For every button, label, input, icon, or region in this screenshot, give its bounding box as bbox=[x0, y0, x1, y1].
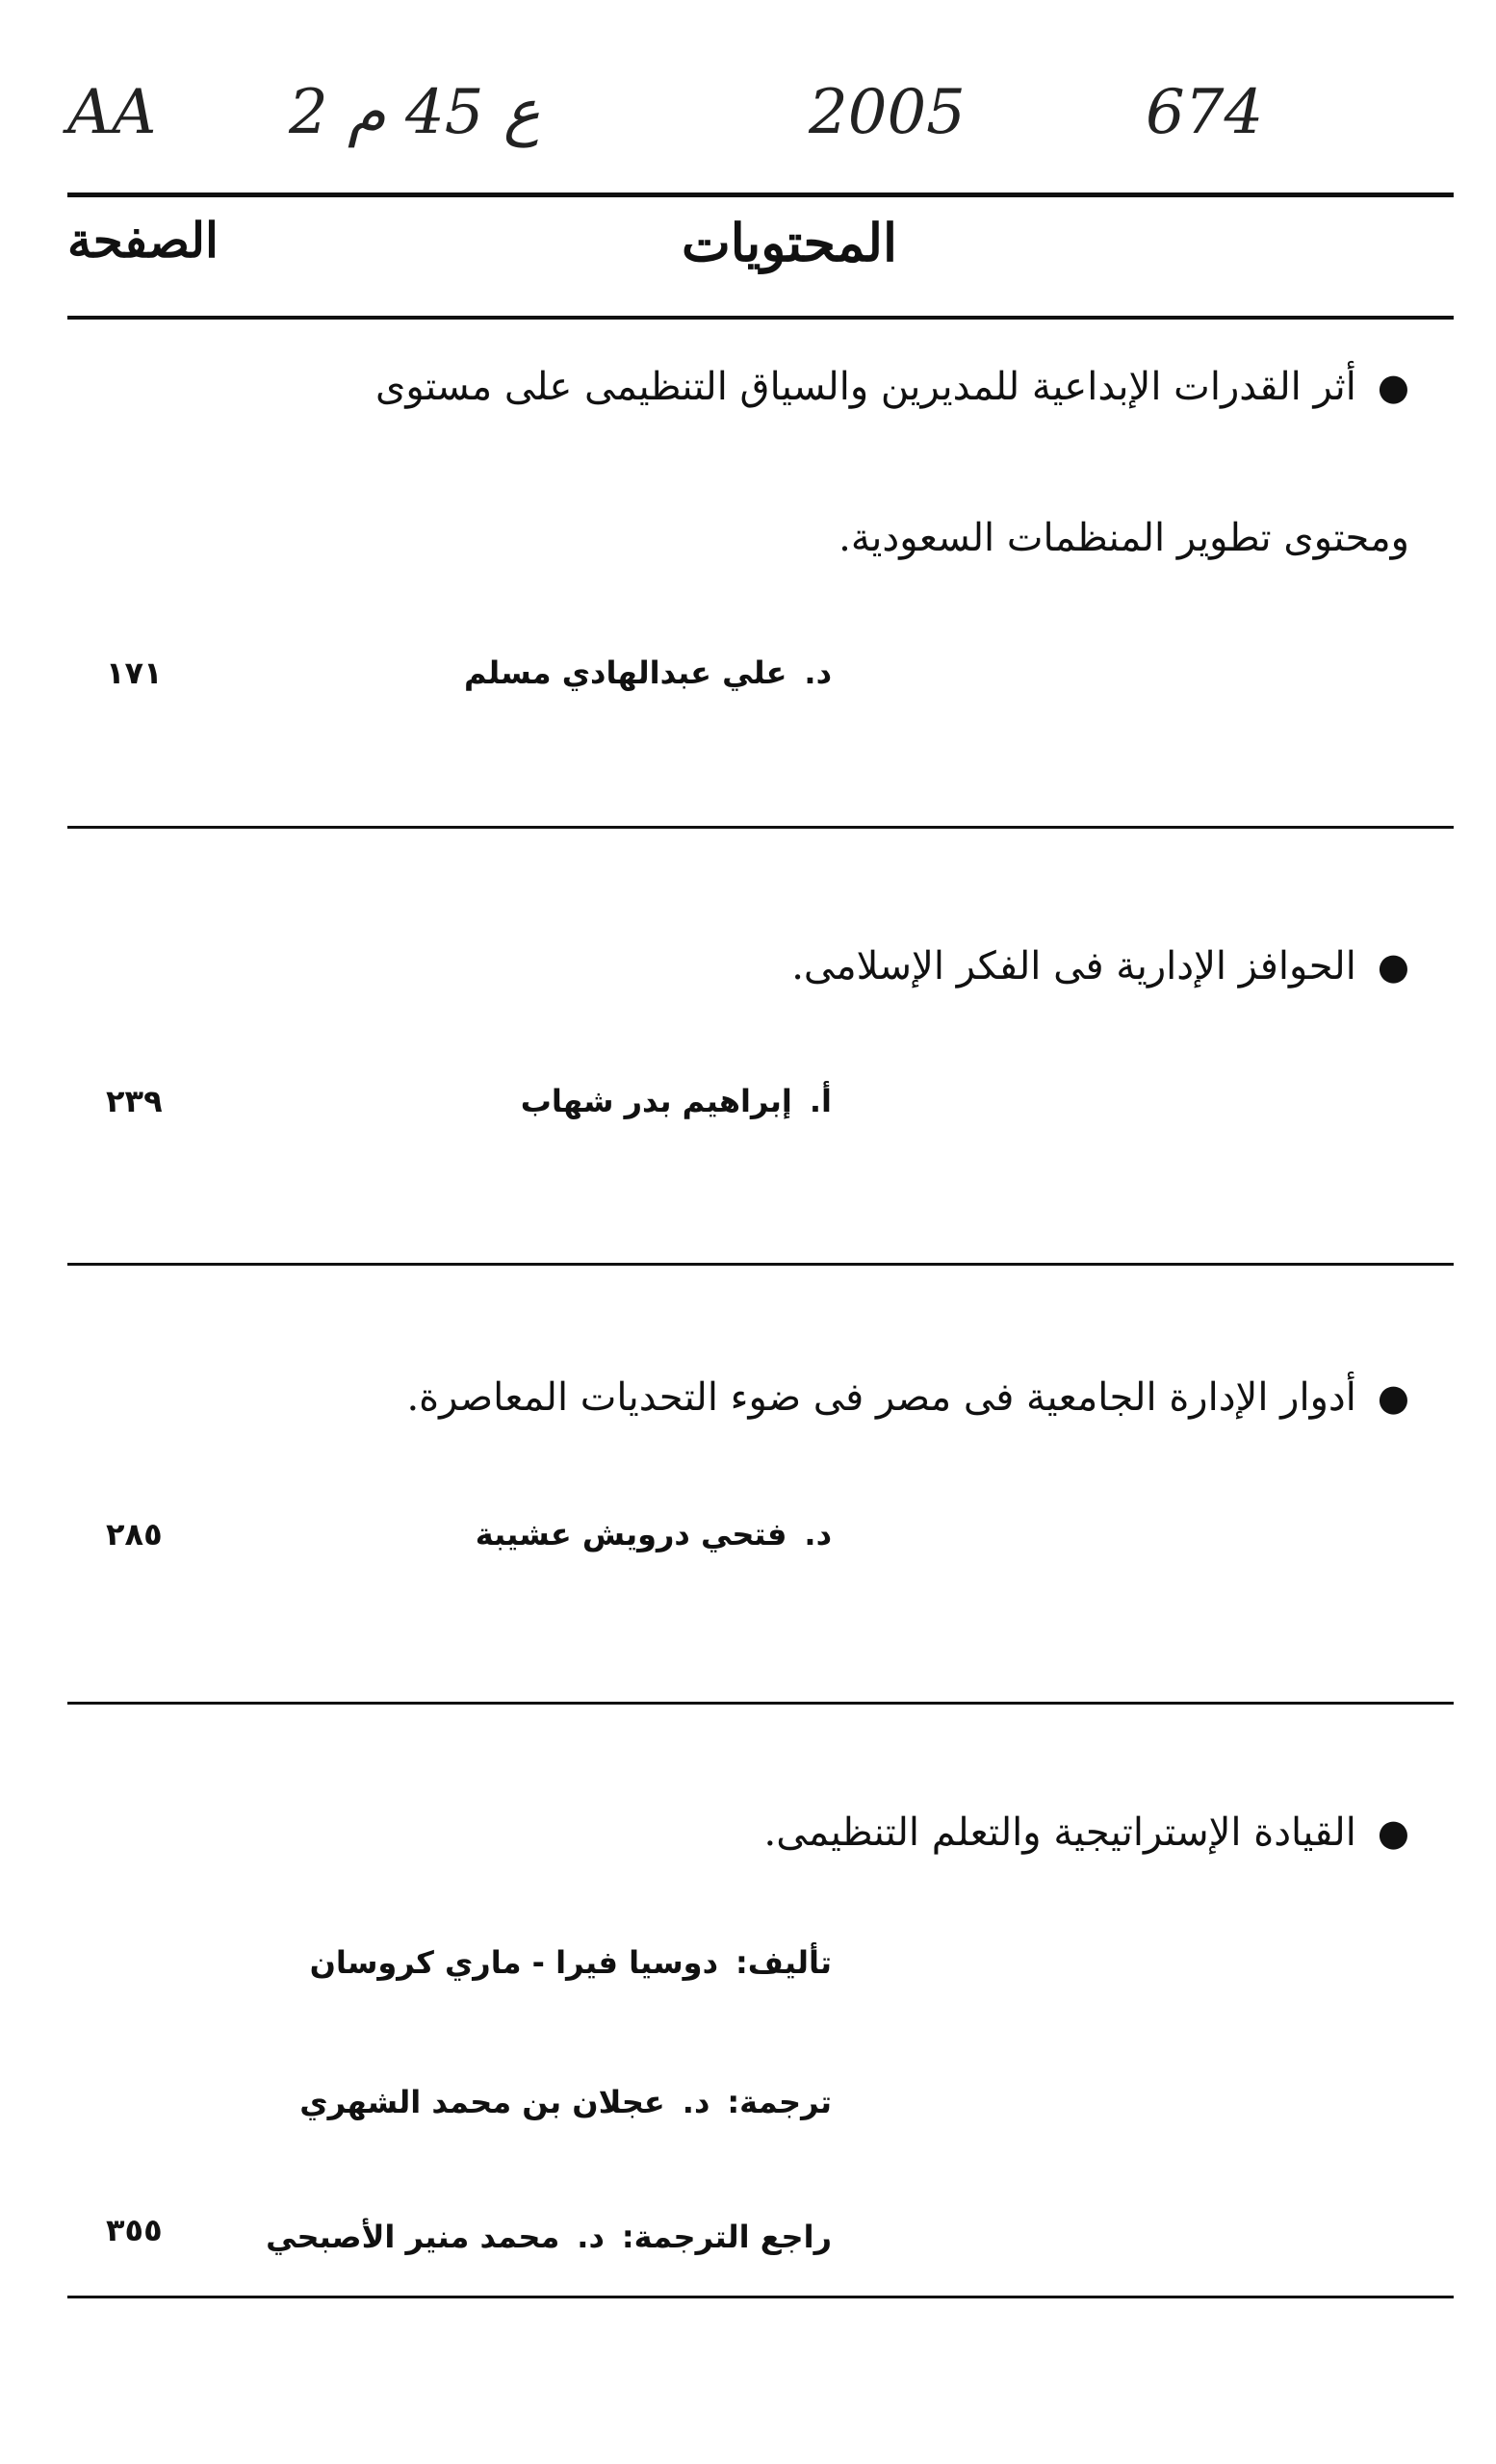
author-prefix: د. bbox=[804, 654, 832, 691]
entry-separator bbox=[67, 1702, 1454, 1705]
author-name: إبراهيم بدر شهاب bbox=[520, 1083, 792, 1119]
entry-page-number[interactable]: ٣٥٥ bbox=[106, 2212, 163, 2248]
entry-title[interactable] bbox=[375, 364, 1409, 410]
translator-prefix: د. bbox=[682, 2084, 710, 2120]
reviewer-name: محمد منير الأصبحي bbox=[266, 2219, 560, 2255]
entry-title-text: أثر القدرات الإبداعية للمديرين والسياق التنظيمى على مستوى bbox=[375, 365, 1356, 409]
author-name: فتحي درويش عشيبة bbox=[475, 1516, 787, 1553]
entry-page-number[interactable]: ٢٣٩ bbox=[106, 1083, 163, 1119]
author-prefix: د. bbox=[804, 1516, 832, 1553]
author-prefix: أ. bbox=[809, 1083, 832, 1119]
entry-separator bbox=[67, 2296, 1454, 2298]
entry-title-continued: ومحتوى تطوير المنظمات السعودية. bbox=[838, 516, 1409, 560]
reviewer-prefix: د. bbox=[577, 2219, 605, 2255]
entry-page-number[interactable]: ١٧١ bbox=[106, 654, 163, 691]
entry-title-text: القيادة الإستراتيجية والتعلم التنظيمى. bbox=[763, 1810, 1356, 1855]
handwritten-note bbox=[58, 58, 1309, 173]
authors-label: تأليف: bbox=[735, 1944, 832, 1981]
translation-label: ترجمة: bbox=[727, 2084, 832, 2120]
entry-title[interactable] bbox=[764, 1810, 1409, 1856]
handwritten-note-part: 674 bbox=[1146, 77, 1264, 148]
bullet-icon: ● bbox=[1377, 1811, 1409, 1854]
author-name: علي عبدالهادي مسلم bbox=[464, 654, 787, 691]
authors-names: دوسيا فيرا - ماري كروسان bbox=[309, 1944, 718, 1981]
handwritten-note-part: 2 ع 45 م bbox=[289, 77, 540, 148]
entry-title-text: أدوار الإدارة الجامعية فى مصر فى ضوء التحديات المعاصرة. bbox=[406, 1375, 1356, 1420]
bullet-icon: ● bbox=[1377, 366, 1409, 408]
handwritten-note-part: AA bbox=[67, 77, 157, 148]
entry-title[interactable] bbox=[791, 943, 1409, 989]
entry-author bbox=[521, 1083, 832, 1119]
entry-reviewer bbox=[266, 2219, 832, 2255]
entry-title[interactable] bbox=[406, 1374, 1409, 1421]
entry-separator bbox=[67, 826, 1454, 829]
bullet-icon: ● bbox=[1377, 945, 1409, 988]
header-bottom-rule bbox=[67, 316, 1454, 320]
header-top-rule bbox=[67, 192, 1454, 197]
page-title: المحتويات bbox=[681, 212, 898, 273]
handwritten-note-part: 2005 bbox=[809, 77, 966, 148]
entry-title-text: الحوافز الإدارية فى الفكر الإسلامى. bbox=[791, 944, 1356, 988]
entry-authors bbox=[310, 1944, 832, 1981]
page-column-label: الصفحة bbox=[67, 212, 219, 269]
translator-name: عجلان بن محمد الشهري bbox=[299, 2084, 665, 2120]
entry-page-number[interactable]: ٢٨٥ bbox=[106, 1516, 163, 1553]
review-label: راجع الترجمة: bbox=[621, 2219, 832, 2255]
entry-author bbox=[464, 654, 832, 691]
entry-translator bbox=[299, 2084, 832, 2120]
entry-separator bbox=[67, 1263, 1454, 1266]
entry-author bbox=[476, 1516, 832, 1553]
bullet-icon: ● bbox=[1377, 1376, 1409, 1419]
